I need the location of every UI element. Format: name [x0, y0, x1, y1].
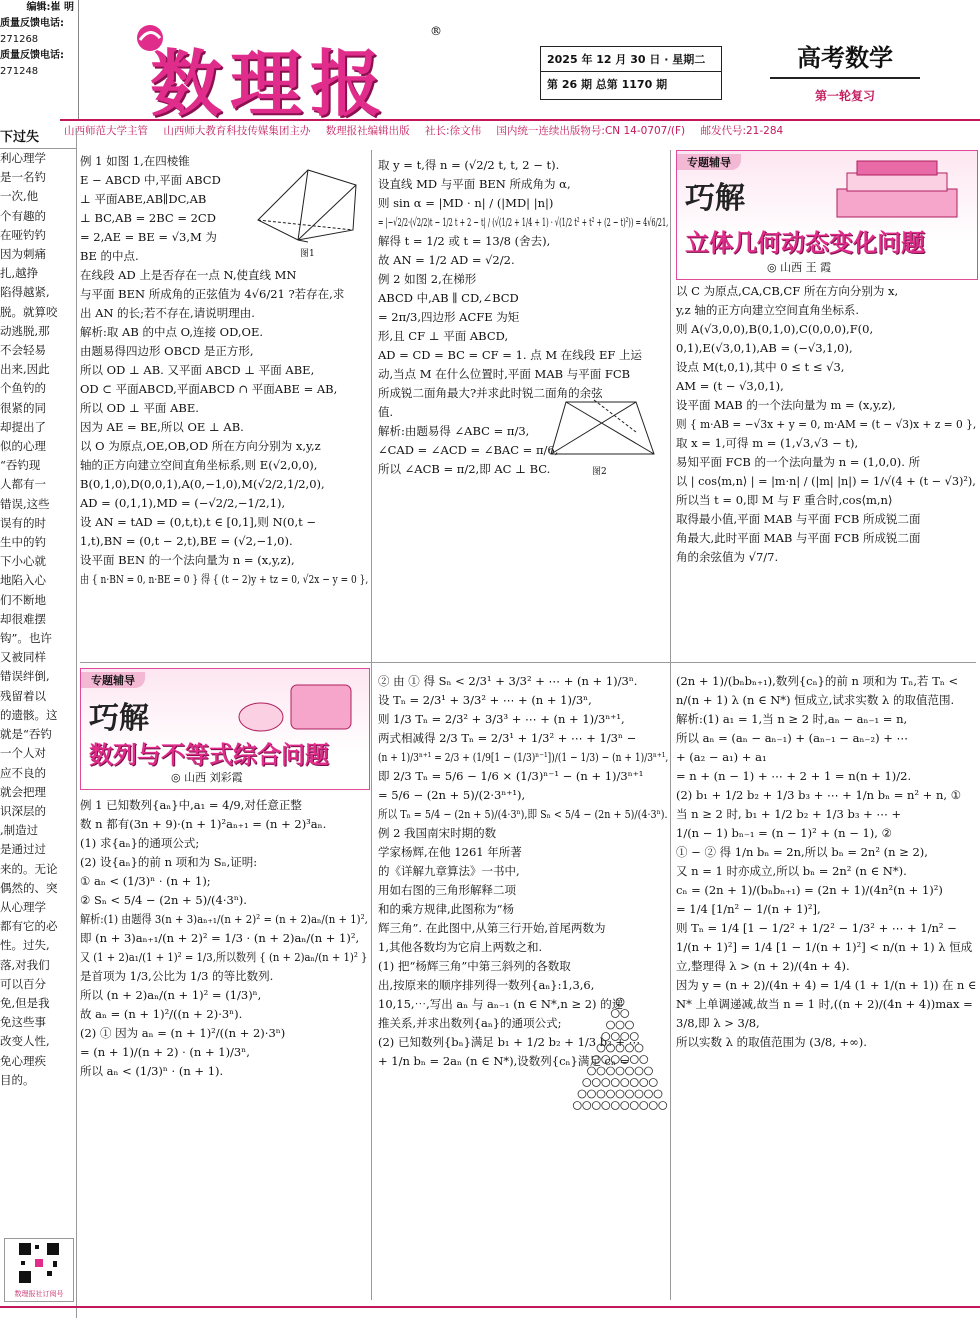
- text-line: 由题易得四边形 OBCD 是正方形,: [80, 344, 254, 358]
- text-line: 解析:取 AB 的中点 O,连接 OD,OE.: [80, 325, 264, 339]
- text-line: 的《详解九章算法》一书中,: [378, 864, 520, 878]
- text-line: 易知平面 FCB 的一个法向量为 n = (1,0,0). 所: [676, 455, 921, 469]
- qr-code[interactable]: [4, 1238, 74, 1302]
- text-line: 又 n = 1 时亦成立,所以 bₙ = 2n² (n ∈ N*).: [676, 864, 907, 878]
- text-line: 则 { m·AB = −√3x + y = 0, m·AM = (t − √3)x + z = 0 },: [676, 417, 976, 431]
- text-line: 和的乘方规律,此图称为“杨: [378, 902, 515, 916]
- triangle-cell: [621, 1079, 629, 1087]
- pub-item: 山西师范大学主管: [64, 125, 148, 137]
- brand-name: 数理报: [150, 41, 391, 126]
- triangle-cell: [602, 1102, 610, 1110]
- triangle-cell: [583, 1079, 591, 1087]
- text-line: (2) 设{aₙ}的前 n 项和为 Sₙ,证明:: [80, 855, 258, 869]
- subject-title: 高考数学: [770, 38, 920, 79]
- text-line: 所以实数 λ 的取值范围为 (3/8, +∞).: [676, 1035, 867, 1049]
- text-line: E − ABCD 中,平面 ABCD: [80, 173, 221, 187]
- triangle-cell: [588, 1067, 596, 1075]
- banner-heading: 巧解: [685, 181, 745, 216]
- column-5: [378, 672, 668, 1297]
- text-line: 10,15,⋯,写出 aₙ 与 aₙ₋₁ (n ∈ N*,n ≥ 2) 的递: [378, 997, 624, 1011]
- feedback-label-2: 质量反馈电话:: [0, 50, 64, 61]
- sidebar-line: 落,对我们: [0, 957, 50, 972]
- text-line: 故 aₙ = (n + 1)²/((n + 2)·3ⁿ).: [80, 1007, 243, 1021]
- sidebar-line: 应不良的: [0, 765, 46, 780]
- sidebar-line: 钩”。也许: [0, 631, 52, 646]
- text-line: 两式相减得 2/3 Tₙ = 2/3¹ + 1/3² + ⋯ + 1/3ⁿ −: [378, 731, 637, 745]
- publisher-bar: [60, 119, 980, 141]
- sidebar-line: 免,但是我: [0, 995, 50, 1010]
- text-line: 以 O 为原点,OE,OB,OD 所在方向分别为 x,y,z: [80, 439, 321, 453]
- books-illustration-icon: [827, 159, 967, 229]
- triangle-cell: [597, 1067, 605, 1075]
- text-line: 设平面 BEN 的一个法向量为 n = (x,y,z),: [80, 553, 295, 567]
- sidebar-line: 改变人性,: [0, 1034, 50, 1049]
- qr-caption: 数理报社订阅号: [14, 1290, 64, 1298]
- text-line: 所以 aₙ = (aₙ − aₙ₋₁) + (aₙ₋₁ − aₙ₋₂) + ⋯: [676, 731, 909, 745]
- text-line: 则 1/3 Tₙ = 2/3² + 3/3³ + ⋯ + (n + 1)/3ⁿ⁺¹,: [378, 712, 625, 726]
- triangle-cell: [616, 1090, 624, 1098]
- triangle-cell: [578, 1090, 586, 1098]
- text-line: 1,其他各数均为它肩上两数之和.: [378, 940, 543, 954]
- text-line: 即 2/3 Tₙ = 5/6 − 1/6 × (1/3)ⁿ⁻¹ − (n + 1)/3ⁿ⁺¹: [378, 769, 644, 783]
- text-line: + 1/n bₙ = 2aₙ (n ∈ N*),设数列{cₙ}满足 cₙ =: [378, 1054, 630, 1068]
- triangle-cell: [607, 1067, 615, 1075]
- triangle-cell: [626, 1021, 634, 1029]
- text-line: 角的余弦值为 √7/7.: [676, 550, 779, 564]
- text-line: 辉三角”. 在此图中,从第三行开始,首尾两数为: [378, 921, 606, 935]
- text-line: 立,整理得 λ > (n + 2)/(4n + 4).: [676, 959, 850, 973]
- text-line: 例 1 已知数列{aₙ}中,a₁ = 4/9,对任意正整: [80, 798, 302, 812]
- text-line: 学家杨辉,在他 1261 年所著: [378, 845, 522, 859]
- text-line: 取 x = 1,可得 m = (1,√3,√3 − t),: [676, 436, 859, 450]
- triangle-cell: [621, 1010, 629, 1018]
- text-line: 所以 OD ⊥ AB. 又平面 ABCD ⊥ 平面 ABE,: [80, 363, 315, 377]
- triangle-cell: [602, 1056, 610, 1064]
- banner-tag: 专题辅导: [81, 672, 145, 688]
- text-line: 取 y = t,得 n = (√2/2 t, t, 2 − t).: [378, 158, 560, 172]
- triangle-cell: [611, 1056, 619, 1064]
- sidebar-text: [0, 149, 76, 1090]
- sidebar-line: 目的。: [0, 1072, 35, 1087]
- text-line: = |−√2/2·(√2/2)t − 1/2 t + 2 − t| / (√(1/2 + 1/4 + 1) · √(1/2 t² + t² + (2 − t)²)) = 4√6/21,: [378, 215, 668, 229]
- triangle-cell: [649, 1102, 657, 1110]
- triangle-cell: [640, 1056, 648, 1064]
- banner-title: 数列与不等式综合问题: [89, 741, 329, 769]
- banner-author: ◎ 山西 王 霞: [767, 261, 832, 274]
- text-line: 出,按原来的顺序排列得一数列{aₙ}:1,3,6,: [378, 978, 595, 992]
- issue-number: 第 26 期 总第 1170 期: [547, 78, 668, 91]
- sidebar-line: 在哑钓钓: [0, 227, 46, 242]
- sidebar-line: 是一名钓: [0, 170, 46, 185]
- subject-subtitle: 第一轮复习: [814, 89, 875, 103]
- text-line: y,z 轴的正方向建立空间直角坐标系.: [676, 303, 859, 317]
- sidebar-line: 一个人对: [0, 746, 46, 761]
- bottom-rule: [0, 1306, 980, 1308]
- sidebar-line: 免心理疾: [0, 1053, 46, 1068]
- text-line: N* 上单调递减,故当 n = 1 时,((n + 2)/(4n + 4))max =: [676, 997, 973, 1011]
- column-divider-1: [371, 150, 372, 1300]
- topic-banner-solid-geometry: [676, 150, 978, 280]
- sidebar-line: 都有它的必: [0, 919, 58, 934]
- text-line: (2) 已知数列{bₙ}满足 b₁ + 1/2 b₂ + 1/3 b₃ + ⋯: [378, 1035, 641, 1049]
- triangle-cell: [621, 1056, 629, 1064]
- text-line: 所以 Tₙ = 5/4 − (2n + 5)/(4·3ⁿ),即 Sₙ < 5/4 − (2n + 5)/(4·3ⁿ).: [378, 807, 668, 821]
- text-line: ① aₙ < (1/3)ⁿ · (n + 1);: [80, 874, 211, 888]
- issue-box: [540, 46, 722, 100]
- triangle-cell: [573, 1102, 581, 1110]
- sidebar-line: 错误绊倒,: [0, 669, 50, 684]
- sidebar-line: 人都有一: [0, 477, 46, 492]
- triangle-cell: [635, 1044, 643, 1052]
- pub-item: 邮发代号:21-284: [700, 125, 784, 137]
- text-line: OD ⊂ 平面ABCD,平面ABCD ∩ 平面ABE = AB,: [80, 382, 338, 396]
- sidebar-line: 个鱼钓的: [0, 381, 46, 396]
- triangle-cell: [645, 1090, 653, 1098]
- triangle-cell: [635, 1090, 643, 1098]
- text-line: 取得最小值,平面 MAB 与平面 FCB 所成锐二面: [676, 512, 921, 526]
- text-line: 以 | cos⟨m,n⟩ | = |m·n| / (|m| |n|) = 1/√(4 + (t − √3)²),: [676, 474, 976, 488]
- sidebar-line: 一次,他: [0, 189, 39, 204]
- triangle-cell: [607, 1044, 615, 1052]
- triangle-cell: [588, 1090, 596, 1098]
- text-line: 设直线 MD 与平面 BEN 所成角为 α,: [378, 177, 571, 191]
- row-divider: [80, 662, 976, 663]
- text-line: (2n + 1)/(bₙbₙ₊₁),数列{cₙ}的前 n 项和为 Tₙ,若 Tₙ <: [676, 674, 959, 688]
- text-line: (n + 1)/3ⁿ⁺¹ = 2/3 + (1/9[1 − (1/3)ⁿ⁻¹])/(1 − 1/3) − (n + 1)/3ⁿ⁺¹,: [378, 750, 668, 764]
- figure-2-caption: 图2: [592, 467, 607, 477]
- triangle-cell: [621, 1033, 629, 1041]
- triangle-cell: [592, 1079, 600, 1087]
- text-line: (1) 把“杨辉三角”中第三斜列的各数取: [378, 959, 571, 973]
- text-line: B(0,1,0),D(0,0,1),A(0,−1,0),M(√2/2,1/2,0),: [80, 477, 325, 491]
- text-line: = 5/6 − (2n + 5)/(2·3ⁿ⁺¹),: [378, 788, 526, 802]
- text-line: = n + (n − 1) + ⋯ + 2 + 1 = n(n + 1)/2.: [676, 769, 912, 783]
- text-line: = 1/4 [1/n² − 1/(n + 1)²],: [676, 902, 821, 916]
- text-line: 解析:(1) a₁ = 1,当 n ≥ 2 时,aₙ − aₙ₋₁ = n,: [676, 712, 908, 726]
- sidebar-line: 很紧的同: [0, 400, 46, 415]
- feedback-label-1: 质量反馈电话:: [0, 18, 64, 29]
- text-line: 值.: [378, 405, 394, 419]
- triangle-cell: [583, 1102, 591, 1110]
- text-line: ⊥ 平面ABE,AB∥DC,AB: [80, 192, 207, 206]
- text-line: 即 (n + 3)aₙ₊₁/(n + 2)² = 1/3 · (n + 2)aₙ/(n + 1)²,: [80, 931, 360, 945]
- sidebar-line: 来的。无论: [0, 861, 58, 876]
- text-line: 例 2 如图 2,在梯形: [378, 272, 477, 286]
- masthead-left-info: [0, 0, 78, 80]
- text-line: 设点 M(t,0,1),其中 0 ≤ t ≤ √3,: [676, 360, 845, 374]
- triangle-cell: [645, 1067, 653, 1075]
- feedback-number-1: 271268: [0, 34, 39, 45]
- text-line: 设平面 MAB 的一个法向量为 m = (x,y,z),: [676, 398, 896, 412]
- text-line: (2) ① 因为 aₙ = (n + 1)²/((n + 2)·3ⁿ): [80, 1026, 286, 1040]
- triangle-cell: [616, 998, 624, 1006]
- sidebar-line: 却提出了: [0, 419, 46, 434]
- text-line: 则 sin α = |MD · n| / (|MD| |n|): [378, 196, 554, 210]
- text-line: ② 由 ① 得 Sₙ < 2/3¹ + 3/3² + ⋯ + (n + 1)/3ⁿ.: [378, 674, 638, 688]
- triangle-cell: [635, 1067, 643, 1075]
- triangle-cell: [597, 1044, 605, 1052]
- text-line: 当 n ≥ 2 时, b₁ + 1/2 b₂ + 1/3 b₃ + ⋯ +: [676, 807, 902, 821]
- text-line: 0,1),E(√3,0,1),AB = (−√3,1,0),: [676, 341, 853, 355]
- text-line: 出 AN 的长;若不存在,请说明理由.: [80, 306, 255, 320]
- triangle-cell: [626, 1090, 634, 1098]
- triangle-cell: [607, 1090, 615, 1098]
- text-line: 因为 AE = BE,所以 OE ⊥ AB.: [80, 420, 244, 434]
- triangle-cell: [616, 1067, 624, 1075]
- figure-2-trapezoid: [546, 392, 661, 462]
- triangle-cell: [630, 1102, 638, 1110]
- sidebar-line: 地陷入心: [0, 573, 46, 588]
- text-line: AM = (t − √3,0,1),: [676, 379, 784, 393]
- pub-item: 数理报社编辑出版: [325, 125, 410, 137]
- triangle-cell: [630, 1079, 638, 1087]
- sidebar-line: 残留着以: [0, 688, 46, 703]
- brand-logo: [130, 18, 442, 126]
- sidebar-line: 脱。就算咬: [0, 304, 58, 319]
- subject-block: [770, 38, 920, 104]
- text-line: 因为 y = (n + 2)/(4n + 4) = 1/4 (1 + 1/(n + 1)) 在 n ∈: [676, 978, 976, 992]
- triangle-cell: [592, 1056, 600, 1064]
- text-line: (2) b₁ + 1/2 b₂ + 1/3 b₃ + ⋯ + 1/n bₙ = n² + n, ①: [676, 788, 962, 802]
- text-line: 动,当点 M 在什么位置时,平面 MAB 与平面 FCB: [378, 367, 631, 381]
- triangle-cell: [659, 1102, 667, 1110]
- sidebar-line: 可以百分: [0, 976, 46, 991]
- text-line: 3/8,即 λ > 3/8,: [676, 1016, 760, 1030]
- text-line: ① − ② 得 1/n bₙ = 2n,所以 bₙ = 2n² (n ≥ 2),: [676, 845, 928, 859]
- pub-item: 山西师大教育科技传媒集团主办: [163, 125, 311, 137]
- text-line: 角最大,此时平面 MAB 与平面 FCB 所成锐二面: [676, 531, 921, 545]
- column-4: [80, 796, 368, 1296]
- sidebar-line: 偶然的、突: [0, 880, 58, 895]
- text-line: = 2,AE = BE = √3,M 为: [80, 230, 217, 244]
- sidebar-line: 利心理学: [0, 151, 46, 165]
- banner-tag: 专题辅导: [677, 154, 741, 170]
- sidebar-line: 不会轻易: [0, 343, 46, 358]
- text-line: 推关系,并求出数列{aₙ}的通项公式;: [378, 1016, 562, 1030]
- triangle-cell: [611, 1033, 619, 1041]
- sidebar-line: 却很难摆: [0, 611, 46, 626]
- banner-author: ◎ 山西 刘彩霞: [171, 771, 243, 784]
- text-line: AD = (0,1,1),MD = (−√2/2,−1/2,1),: [80, 496, 286, 510]
- sidebar-title: 下过失: [0, 128, 76, 149]
- sidebar-line: 是通过过: [0, 842, 46, 857]
- text-line: 与平面 BEN 所成角的正弦值为 4√6/21 ?若存在,求: [80, 287, 345, 301]
- text-line: ⊥ BC,AB = 2BC = 2CD: [80, 211, 216, 225]
- text-line: 解得 t = 1/2 或 t = 13/8 (舍去),: [378, 234, 551, 248]
- column-6: [676, 672, 976, 1297]
- sidebar-line: 错误,这些: [0, 496, 50, 511]
- sidebar-column: [0, 128, 77, 1318]
- sidebar-line: 又被同样: [0, 650, 46, 665]
- triangle-cell: [607, 1021, 615, 1029]
- sidebar-line: 似的心理: [0, 439, 46, 454]
- text-line: 所成锐二面角最大?并求此时锐二面角的余弦: [378, 386, 603, 400]
- text-line: 例 1 如图 1,在四棱锥: [80, 154, 190, 168]
- registered-mark: ®: [430, 24, 442, 38]
- banner-title: 立体几何动态变化问题: [685, 229, 925, 257]
- triangle-cell: [611, 1079, 619, 1087]
- sidebar-line: 个有趣的: [0, 208, 46, 223]
- text-line: 所以 aₙ < (1/3)ⁿ · (n + 1).: [80, 1064, 224, 1078]
- text-line: 以 C 为原点,CA,CB,CF 所在方向分别为 x,: [676, 284, 899, 298]
- sidebar-line: 识深层的: [0, 803, 46, 818]
- text-line: = (n + 1)/(n + 2) · (n + 1)/3ⁿ,: [80, 1045, 250, 1059]
- triangle-cell: [616, 1044, 624, 1052]
- text-line: 故 AN = 1/2 AD = √2/2.: [378, 253, 515, 267]
- sidebar-line: 就会把理: [0, 784, 46, 799]
- triangle-cell: [611, 1102, 619, 1110]
- triangle-cell: [630, 1056, 638, 1064]
- triangle-cell: [654, 1090, 662, 1098]
- triangle-cell: [597, 1090, 605, 1098]
- editor-label: 编辑:崔 明: [26, 2, 74, 13]
- column-divider-2: [670, 150, 671, 1300]
- sidebar-line: 们不断地: [0, 592, 46, 607]
- sidebar-line: 扎,越挣: [0, 266, 39, 281]
- triangle-cell: [640, 1079, 648, 1087]
- text-line: ∠CAD = ∠ACD = ∠BAC = π/6,: [378, 443, 559, 457]
- sidebar-line: “吞钓现: [0, 458, 41, 473]
- feedback-number-2: 271248: [0, 66, 39, 77]
- sidebar-line: ,制造过: [0, 823, 39, 838]
- text-line: BE 的中点.: [80, 249, 139, 263]
- triangle-cell: [602, 1079, 610, 1087]
- text-line: 1/(n − 1) bₙ₋₁ = (n − 1)² + (n − 1), ②: [676, 826, 892, 840]
- triangle-cell: [602, 1033, 610, 1041]
- text-line: cₙ = (2n + 1)/(bₙbₙ₊₁) = (2n + 1)/(4n²(n + 1)²): [676, 883, 943, 897]
- text-line: = 2π/3,四边形 ACFE 为矩: [378, 310, 520, 324]
- qr-code-icon: [17, 1241, 61, 1285]
- sidebar-line: 下小心就: [0, 554, 46, 569]
- triangle-cell: [592, 1102, 600, 1110]
- text-line: 所以 (n + 2)aₙ/(n + 1)² = (1/3)ⁿ,: [80, 988, 262, 1002]
- teacup-illustration-icon: [231, 677, 361, 739]
- text-line: + (a₂ − a₁) + a₁: [676, 750, 767, 764]
- text-line: 轴的正方向建立空间直角坐标系,则 E(√2,0,0),: [80, 458, 318, 472]
- text-line: AD = CD = BC = CF = 1. 点 M 在线段 EF 上运: [378, 348, 642, 362]
- triangle-cell: [611, 1010, 619, 1018]
- text-line: n/(n + 1) λ (n ∈ N*) 恒成立,试求实数 λ 的取值范围.: [676, 693, 955, 707]
- banner-heading: 巧解: [89, 701, 149, 736]
- sidebar-line: 性。过失,: [0, 938, 50, 953]
- text-line: 解析:(1) 由题得 3(n + 3)aₙ₊₁/(n + 2)² = (n + 2)aₙ/(n + 1)²,: [80, 912, 368, 926]
- triangle-cell: [640, 1102, 648, 1110]
- sidebar-line: 误有的时: [0, 515, 46, 530]
- text-line: 是首项为 1/3,公比为 1/3 的等比数列.: [80, 969, 274, 983]
- text-line: 例 2 我国南宋时期的数: [378, 826, 497, 840]
- text-line: 又 (1 + 2)a₁/(1 + 1)² = 1/3,所以数列 { (n + 2)aₙ/(n + 1)² }: [80, 950, 368, 964]
- text-line: ② Sₙ < 5/4 − (2n + 5)/(4·3ⁿ).: [80, 893, 247, 907]
- sidebar-line: 的遗骸。这: [0, 707, 58, 722]
- text-line: 形,且 CF ⊥ 平面 ABCD,: [378, 329, 509, 343]
- sidebar-line: 动逃脱,那: [0, 323, 50, 338]
- text-line: 1/(n + 1)²] = 1/4 [1 − 1/(n + 1)²] < n/(n + 1) λ 恒成: [676, 940, 973, 954]
- text-line: 用如右图的三角形解释二项: [378, 883, 516, 897]
- sidebar-line: 因为刺痛: [0, 247, 46, 262]
- text-line: 所以当 t = 0,即 M 与 F 重合时,cos⟨m,n⟩: [676, 493, 893, 507]
- text-line: 设 AN = tAD = (0,t,t),t ∈ [0,1],则 N(0,t −: [80, 515, 317, 529]
- yanghui-triangle-figure: [570, 996, 670, 1116]
- text-line: 数 n 都有(3n + 9)·(n + 1)²aₙ₊₁ = (n + 2)³aₙ.: [80, 817, 327, 831]
- text-line: 则 A(√3,0,0),B(0,1,0),C(0,0,0),F(0,: [676, 322, 874, 336]
- text-line: 设 Tₙ = 2/3¹ + 3/3² + ⋯ + (n + 1)/3ⁿ,: [378, 693, 592, 707]
- text-line: 在线段 AD 上是否存在一点 N,使直线 MN: [80, 268, 297, 282]
- sidebar-line: 从心理学: [0, 899, 46, 914]
- text-line: 由 { n·BN = 0, n·BE = 0 } 得 { (t − 2)y + tz = 0, √2x − y = 0 },: [80, 572, 368, 586]
- sidebar-line: 出来,因此: [0, 362, 50, 377]
- text-line: 1,t),BN = (0,t − 2,t),BE = (√2,−1,0).: [80, 534, 293, 548]
- topic-banner-sequences: [80, 668, 370, 790]
- text-line: (1) 求{aₙ}的通项公式;: [80, 836, 200, 850]
- triangle-cell: [630, 1033, 638, 1041]
- masthead-divider: [78, 0, 79, 120]
- triangle-cell: [621, 1102, 629, 1110]
- figure-1-caption: 图1: [300, 249, 315, 259]
- triangle-cell: [649, 1079, 657, 1087]
- triangle-cell: [626, 1067, 634, 1075]
- text-line: 解析:由题易得 ∠ABC = π/3,: [378, 424, 530, 438]
- issue-date: 2025 年 12 月 30 日 · 星期二: [541, 47, 721, 72]
- text-line: ABCD 中,AB ∥ CD,∠BCD: [378, 291, 519, 305]
- column-3: [676, 282, 976, 667]
- text-line: 则 Tₙ = 1/4 [1 − 1/2² + 1/2² − 1/3² + ⋯ + 1/n² −: [676, 921, 957, 935]
- sidebar-line: 就是“吞钓: [0, 727, 52, 742]
- pub-item: 社长:徐文伟: [425, 125, 482, 137]
- sidebar-line: 免这些事: [0, 1015, 46, 1030]
- sidebar-line: 生中的钓: [0, 535, 46, 550]
- sidebar-line: 陷得越紧,: [0, 285, 50, 300]
- triangle-cell: [616, 1021, 624, 1029]
- text-line: 所以 OD ⊥ 平面 ABE.: [80, 401, 199, 415]
- triangle-cell: [626, 1044, 634, 1052]
- text-line: 所以 ∠ACB = π/2,即 AC ⊥ BC.: [378, 462, 551, 476]
- pub-item: 国内统一连续出版物号:CN 14-0707/(F): [496, 125, 686, 137]
- figure-1-pyramid: [248, 160, 363, 260]
